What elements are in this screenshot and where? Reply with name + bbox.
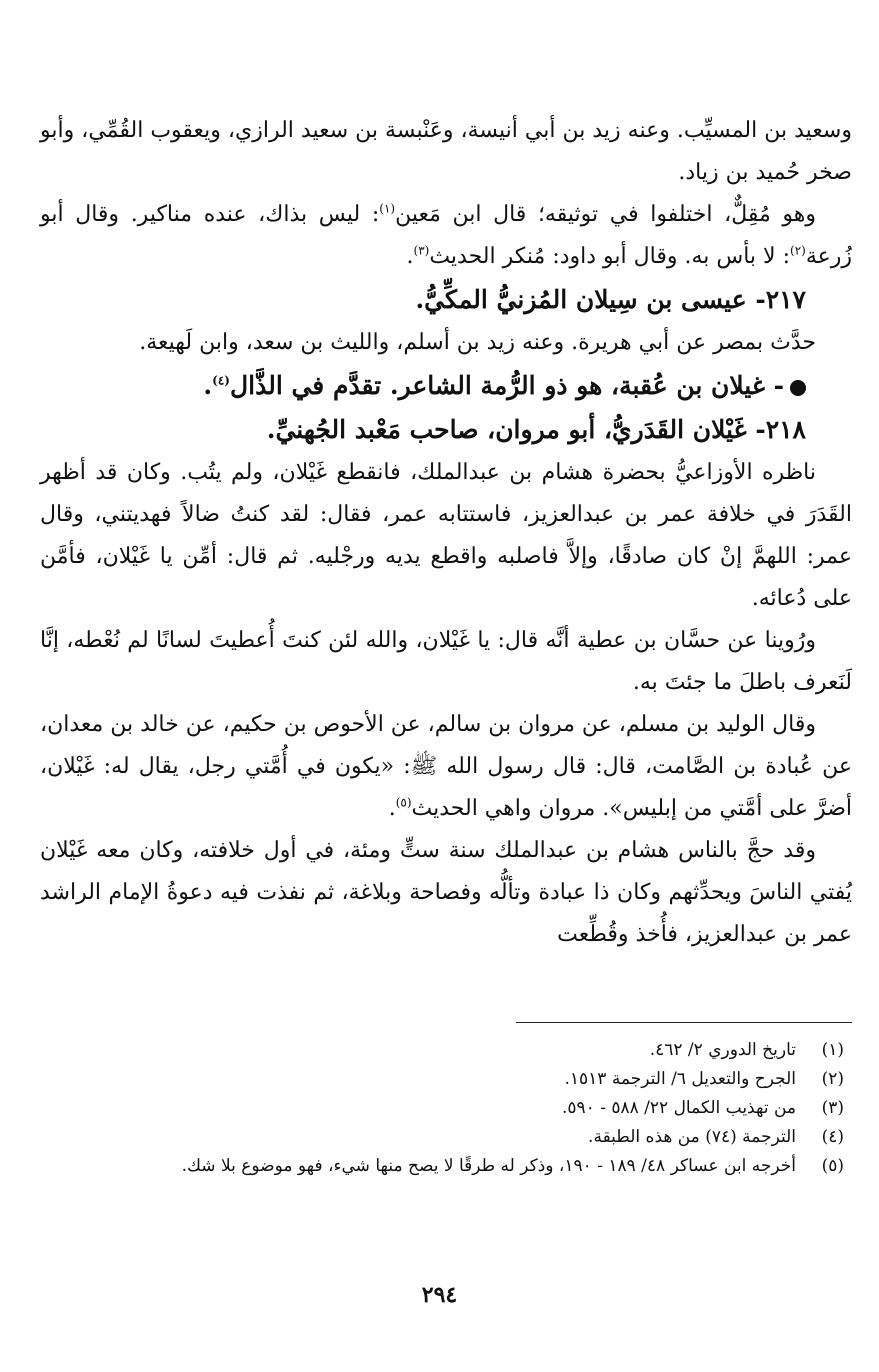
- footnote-number: (٤): [821, 1127, 844, 1147]
- entry-heading-218: ٢١٨- غَيْلان القَدَريُّ، أبو مروان، صاحب مَعْبد الجُهنيِّ.: [266, 415, 806, 444]
- footnote-ref-1[interactable]: (١): [379, 201, 396, 216]
- footnotes: [40, 1036, 852, 1181]
- footnote-ref-5[interactable]: (٥): [395, 795, 412, 810]
- footnote-item: [40, 1065, 852, 1094]
- paragraph-6-part-a: وقال الوليد بن مسلم، عن مروان بن سالم، عن الأحوص بن حكيم، عن خالد بن معدان، عن عُبادة بن الصَّامت، قال: قال رسول الله ﷺ: «يكون في أُمَّتي رجل، يقال له: غَيْلان، أضرَّ على أمَّتي من إبليس». مروان واهي الحديث: [40, 712, 852, 821]
- footnote-number: (٥): [821, 1156, 844, 1176]
- paragraph-6-part-b: .: [388, 796, 396, 821]
- paragraph-4: ناظره الأوزاعيُّ بحضرة هشام بن عبدالملك، فانقطع غَيْلان، ولم يتُب. وكان قد أظهر القَدَرَ في خلافة عمر بن عبدالعزيز، فاستتابه عمر، فقال: لقد كنتُ ضالاً فهديتني، وقال عمر: اللهمَّ إنْ كان صادقًا، وإلاَّ فاصلبه واقطع يديه ورجْليه. ثم قال: أمِّن يا غَيْلان، فأمَّن على دُعائه.: [40, 460, 852, 611]
- main-text: [40, 110, 852, 956]
- entry-heading-217: ٢١٧- عيسى بن سِيلان المُزنيُّ المكِّيُّ.: [415, 285, 806, 314]
- paragraph-7: وقد حجَّ بالناس هشام بن عبدالملك سنة ستٍّ ومئة، في أول خلافته، وكان معه غَيْلان يُفتي الناسَ ويحدِّثهم وكان ذا عبادة وتألُّه وفصاحة وبلاغة، ثم نفذت فيه دعوةُ الإمام الراشد عمر بن عبدالعزيز، فأُخذ وقُطِّعت: [40, 838, 852, 947]
- cross-reference-text: - غيلان بن عُقبة، هو ذو الرُّمة الشاعر. تقدَّم في الذَّال: [229, 371, 784, 400]
- footnote-item: [40, 1036, 852, 1065]
- footnote-number: (٣): [821, 1098, 844, 1118]
- cross-reference-end: .: [203, 371, 213, 400]
- paragraph-3: حدَّث بمصر عن أبي هريرة. وعنه زيد بن أسلم، والليث بن سعد، وابن لَهيعة.: [139, 330, 816, 355]
- footnote-item: [40, 1152, 852, 1181]
- paragraph-5: ورُوينا عن حسَّان بن عطية أنَّه قال: يا غَيْلان، والله لئن كنتَ أُعطيتَ لسانًا لم نُعْطه، إنَّا لَنَعرف باطلَ ما جئتَ به.: [40, 628, 852, 695]
- paragraph-2-part-c: : لا بأس به. وقال أبو داود: مُنكر الحديث: [429, 244, 790, 269]
- footnote-text: أخرجه ابن عساكر ٤٨/ ١٨٩ - ١٩٠، وذكر له طرقًا لا يصح منها شيء، فهو موضوع بلا شك.: [181, 1156, 796, 1176]
- footnote-item: [40, 1094, 852, 1123]
- page-number: ٢٩٤: [421, 1282, 458, 1308]
- paragraph-2-part-b: : ليس بذاك، عنده مناكير. وقال أبو زُرعة: [40, 202, 852, 269]
- footnote-text: الترجمة (٧٤) من هذه الطبقة.: [588, 1127, 796, 1147]
- paragraph-1: وسعيد بن المسيِّب. وعنه زيد بن أبي أنيسة، وعَنْبسة بن سعيد الرازي، ويعقوب القُمِّي، وأبو صخر حُميد بن زياد.: [40, 118, 852, 185]
- footnote-ref-2[interactable]: (٢): [790, 243, 806, 258]
- footnote-number: (١): [821, 1040, 844, 1060]
- footnote-item: [40, 1123, 852, 1152]
- footnote-text: الجرح والتعديل ٦/ الترجمة ١٥١٣.: [564, 1069, 796, 1089]
- paragraph-6: [40, 704, 852, 830]
- paragraph-2: [40, 194, 852, 278]
- paragraph-2-part-d: .: [406, 244, 414, 269]
- bullet-icon: [790, 380, 806, 396]
- footnote-ref-4[interactable]: (٤): [212, 373, 230, 388]
- footnote-number: (٢): [821, 1069, 844, 1089]
- footnote-divider: [516, 1022, 852, 1023]
- paragraph-2-part-a: وهو مُقِلٌّ، اختلفوا في توثيقه؛ قال ابن مَعين: [395, 202, 816, 227]
- footnote-text: تاريخ الدوري ٢/ ٤٦٢.: [649, 1040, 796, 1060]
- entry-heading-cross-reference: [40, 364, 852, 408]
- footnote-text: من تهذيب الكمال ٢٢/ ٥٨٨ - ٥٩٠.: [561, 1098, 796, 1118]
- footnote-ref-3[interactable]: (٣): [413, 243, 430, 258]
